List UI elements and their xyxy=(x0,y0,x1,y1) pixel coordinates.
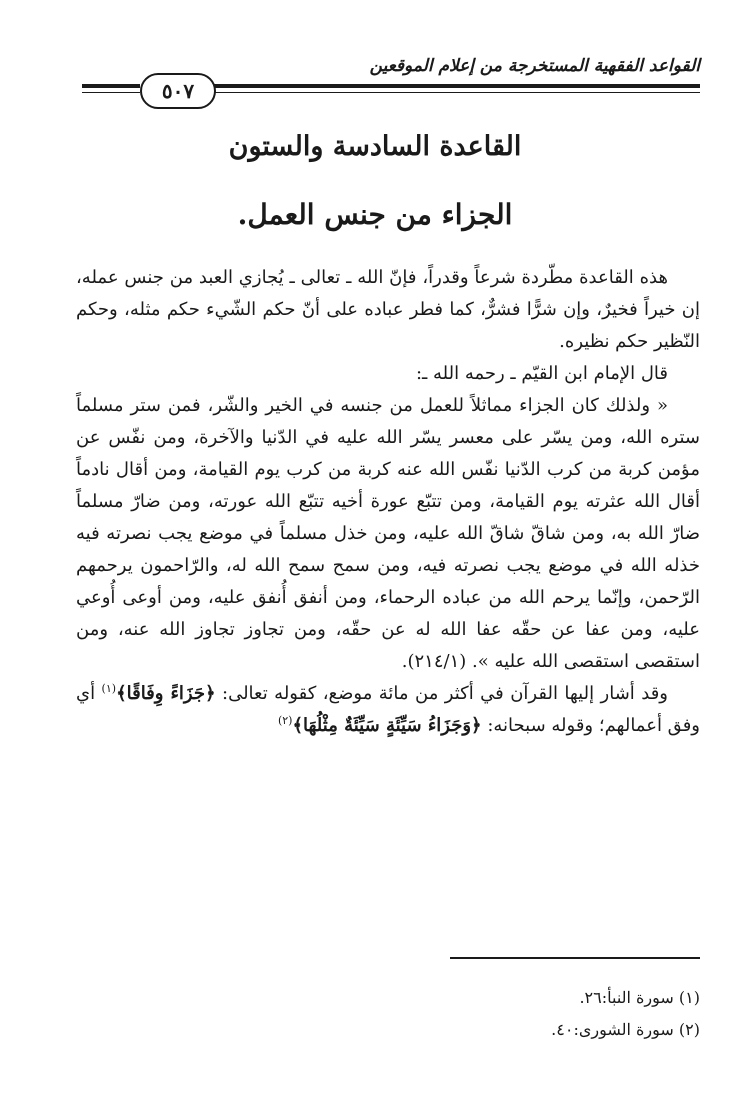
header-rule-left-thin xyxy=(82,92,140,93)
header-rule-thin xyxy=(214,92,700,93)
closing-paragraph xyxy=(76,678,700,742)
running-title: القواعد الفقهية المستخرجة من إعلام الموقعين xyxy=(369,56,700,76)
quote-paragraph xyxy=(76,390,700,678)
ayah-quote: ﴿وَجَزَاءُ سَيِّئَةٍ سَيِّئَةٌ مِثْلُهَا﴾ xyxy=(292,715,482,736)
rule-subtitle: الجزاء من جنس العمل. xyxy=(237,198,513,231)
rule-title: القاعدة السادسة والستون xyxy=(228,131,522,162)
footnote-marker: (٢) xyxy=(277,714,293,727)
footnote-rule xyxy=(450,957,700,959)
ayah-quote: ﴿جَزَاءً وِفَاقًا﴾ xyxy=(116,683,216,704)
quote-reference: (٢١٤/١). xyxy=(401,651,467,672)
closing-prefix: وقد أشار إليها القرآن في أكثر من مائة موضع، كقوله تعالى: xyxy=(222,683,668,704)
closing-middle: أي وفق أعمالهم؛ وقوله سبحانه: xyxy=(76,683,700,736)
intro-paragraph: هذه القاعدة مطّردة شرعاً وقدراً، فإنّ الله ـ تعالى ـ يُجازي العبد من جنس عمله، إن خيراً فخيرٌ، وإن شرًّا فشرٌّ، كما فطر عباده على أنّ حكم الشّيء حكم مثله، وحكم النّظير حكم نظيره. xyxy=(76,267,700,352)
footnote: (١) سورة النبأ:٢٦. xyxy=(579,988,700,1007)
footnotes xyxy=(200,982,700,1046)
quote-text: « ولذلك كان الجزاء مماثلاً للعمل من جنسه في الخير والشّر، فمن ستر مسلماً ستره الله، ومن يسّر على معسر يسّر الله عليه في الدّنيا والآخرة، ومن نفّس عن مؤمن كربة من كرب الدّنيا نفّس الله عنه كربة من كرب يوم القيامة، ومن أقال نادماً أقال الله عثرته يوم القيامة، ومن تتبّع عورة أخيه تتبّع الله عورته، ومن ضارّ مسلماً ضارّ الله به، ومن شاقّ شاقّ الله عليه، ومن خذل مسلماً في موضع يجب نصرته فيه خذله الله في موضع يجب نصرته فيه، ومن سمح سمح الله له، والرّاحمون يرحمهم الرّحمن، وإنّما يرحم الله من عباده الرحماء، ومن أنفق أُنفق عليه، ومن أوعى أُوعي عليه، ومن عفا عن حقّه عفا الله له عن حقّه، ومن تجاوز تجاوز الله عنه، ومن استقصى استقصى الله عليه ». xyxy=(76,395,700,672)
body-text xyxy=(76,262,700,742)
footnote: (٢) سورة الشورى:٤٠. xyxy=(551,1020,700,1039)
footnote-marker: (١) xyxy=(101,682,117,695)
header-rule-left xyxy=(82,84,140,88)
attribution-line: قال الإمام ابن القيّم ـ رحمه الله ـ: xyxy=(415,363,668,384)
page-number: ٥٠٧ xyxy=(140,73,216,109)
header-rule xyxy=(214,84,700,88)
